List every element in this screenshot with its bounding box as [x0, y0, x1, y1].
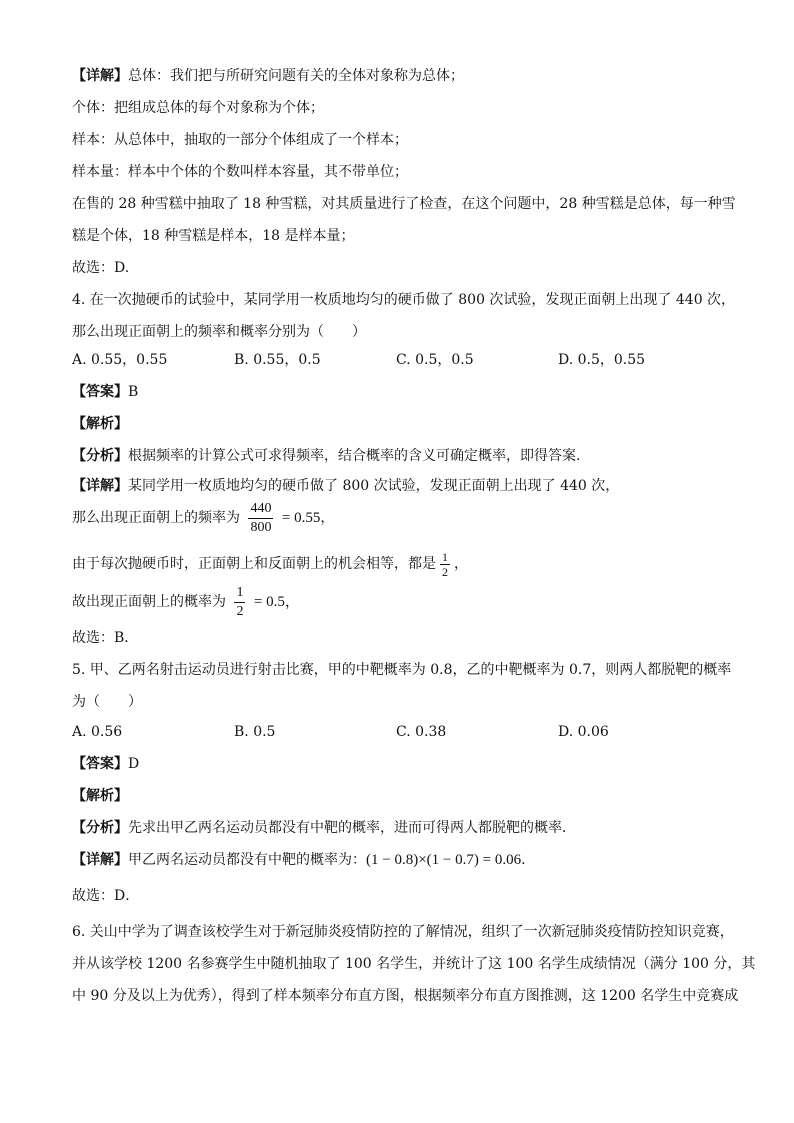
detail-line-6: 糕是个体，18 种雪糕是样本，18 是样本量； [72, 228, 355, 244]
q5-conclusion: 故选：D． [72, 888, 140, 904]
q5-formula: (1 − 0.8)×(1 − 0.7) = 0.06 [366, 852, 522, 868]
xiangjie-text: 甲乙两名运动员都没有中靶的概率为： [128, 852, 366, 868]
freq-pre: 那么出现正面朝上的频率为 [72, 510, 240, 526]
xiangjie-text: 某同学用一枚质地均匀的硬币做了 800 次试验，发现正面朝上出现了 440 次， [128, 478, 620, 494]
q4-fenxi [72, 446, 580, 466]
q4-conclusion: 故选：B． [72, 630, 139, 646]
chance-fraction [440, 550, 450, 579]
chance-pre: 由于每次抛硬币时，正面朝上和反面朝上的机会相等，都是 [72, 556, 436, 572]
detail-line-3: 样本：从总体中，抽取的一部分个体组成了一个样本； [72, 132, 408, 148]
q4-chance-line [72, 544, 468, 584]
detail-line-2: 个体：把组成总体的每个对象称为个体； [72, 100, 324, 116]
fenxi-text: 先求出甲乙两名运动员都没有中靶的概率，进而可得两人都脱靶的概率． [128, 820, 576, 836]
chance-post: ， [454, 556, 468, 572]
fenxi-tag: 【分析】 [72, 820, 128, 836]
q6-stem-line-3: 中 90 分及以上为优秀），得到了样本频率分布直方图，根据频率分布直方图推测，这 1200 名学生中竞赛成 [72, 988, 739, 1004]
prob-pre: 故出现正面朝上的概率为 [72, 594, 226, 610]
xiangjie-tag: 【详解】 [72, 478, 128, 494]
fenxi-tag: 【分析】 [72, 448, 128, 464]
prob-denominator: 2 [236, 603, 244, 619]
answer-tag: 【答案】 [72, 384, 128, 400]
chance-denominator: 2 [442, 564, 448, 579]
q4-answer [72, 382, 138, 402]
q5-stem-line-2: 为（ ） [72, 694, 142, 710]
prob-numerator: 1 [236, 584, 244, 600]
q4-option-a: A. 0.55，0.55 [72, 352, 168, 368]
prob-result: = 0.5， [253, 594, 300, 610]
q4-xiangjie [72, 476, 619, 496]
q5-stem-line-1: 5. 甲、乙两名射击运动员进行射击比赛，甲的中靶概率为 0.8，乙的中靶概率为 0.7，则两人都脱靶的概率 [72, 662, 732, 678]
q6-stem-line-1: 6. 关山中学为了调查该校学生对于新冠肺炎疫情防控的了解情况，组织了一次新冠肺炎疫情防控知识竞赛， [72, 924, 734, 940]
chance-numerator: 1 [442, 549, 448, 564]
freq-result: = 0.55 [281, 510, 321, 526]
conclusion-q3: 故选：D. [72, 260, 130, 276]
freq-post: ， [320, 510, 335, 526]
detail-line-1 [72, 66, 464, 86]
freq-fraction [248, 500, 273, 537]
formula-post: . [521, 852, 526, 868]
detail-line-4: 样本量：样本中个体的个数叫样本容量，其不带单位； [72, 164, 408, 180]
answer-tag: 【答案】 [72, 756, 128, 772]
freq-numerator: 440 [250, 500, 272, 516]
q4-probability-line [72, 582, 300, 622]
q4-stem-line-1: 4. 在一次抛硬币的试验中，某同学用一枚质地均匀的硬币做了 800 次试验，发现正面朝上出现了 440 次， [72, 292, 736, 308]
q4-option-c: C. 0.5，0.5 [396, 352, 474, 368]
q5-option-c: C. 0.38 [396, 724, 447, 740]
fenxi-text: 根据频率的计算公式可求得频率，结合概率的含义可确定概率，即得答案. [128, 448, 581, 464]
q4-analysis-tag: 【解析】 [72, 416, 128, 432]
answer-value: D [128, 756, 140, 772]
answer-value: B [128, 384, 139, 400]
q5-option-b: B. 0.5 [234, 724, 276, 740]
q4-stem-line-2: 那么出现正面朝上的频率和概率分别为（ ） [72, 324, 366, 340]
prob-fraction [234, 584, 245, 621]
q4-option-d: D. 0.5，0.55 [558, 352, 646, 368]
q5-analysis-tag: 【解析】 [72, 788, 128, 804]
q6-stem-line-2: 并从该学校 1200 名参赛学生中随机抽取了 100 名学生，并统计了这 100 名学生成绩情况（满分 100 分，其 [72, 956, 756, 972]
q5-xiangjie [72, 850, 526, 870]
q4-option-b: B. 0.55，0.5 [234, 352, 321, 368]
detail-tag: 【详解】 [72, 68, 128, 84]
freq-denominator: 800 [250, 519, 272, 535]
detail-text: 总体：我们把与所研究问题有关的全体对象称为总体； [128, 68, 464, 84]
q4-frequency-line [72, 498, 334, 538]
q5-fenxi [72, 818, 576, 838]
q5-answer [72, 754, 139, 774]
detail-line-5: 在售的 28 种雪糕中抽取了 18 种雪糕，对其质量进行了检查，在这个问题中，28 种雪糕是总体，每一种雪 [72, 196, 736, 212]
q5-option-d: D. 0.06 [558, 724, 609, 740]
q5-option-a: A. 0.56 [72, 724, 123, 740]
xiangjie-tag: 【详解】 [72, 852, 128, 868]
